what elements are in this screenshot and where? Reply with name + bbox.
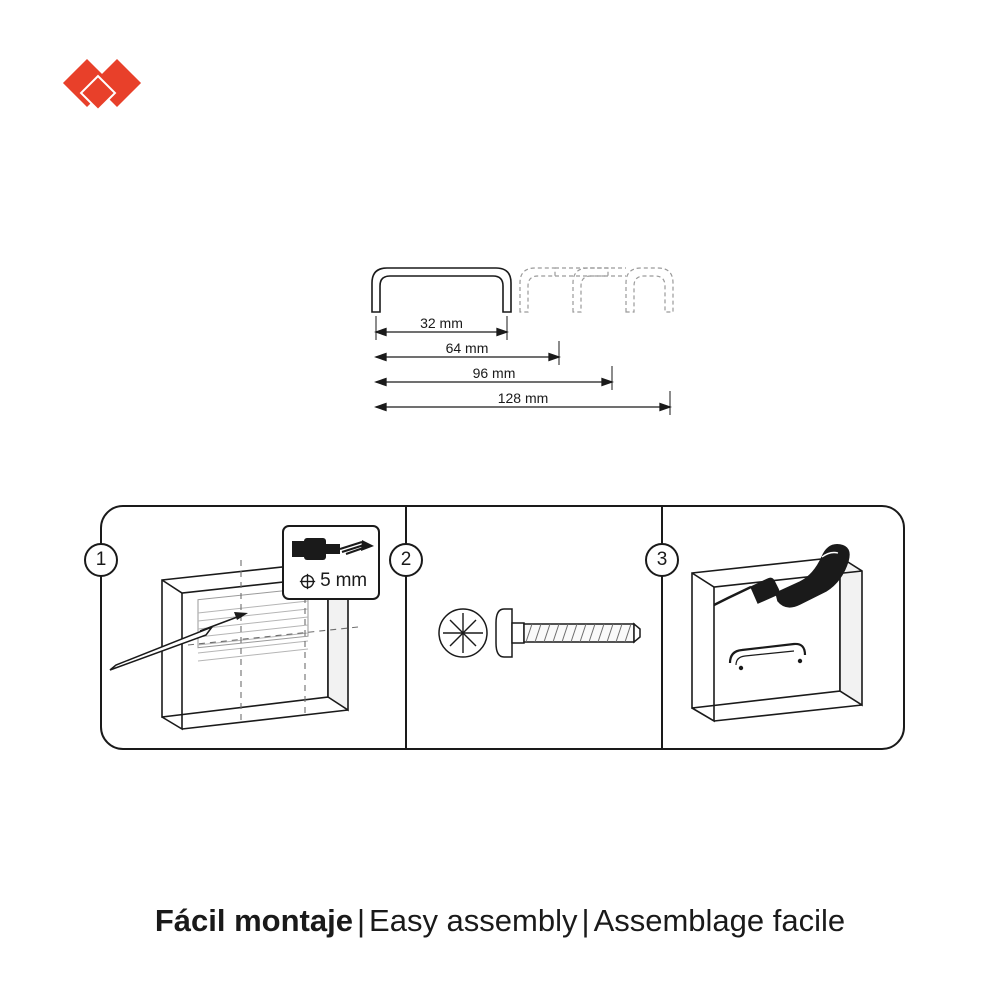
dimension-label-32: 32 mm	[420, 315, 463, 331]
dimension-diagram	[340, 250, 720, 430]
tagline-es: Fácil montaje	[154, 903, 353, 938]
step-number-1: 1	[84, 543, 118, 577]
step3-illustration	[692, 545, 862, 721]
drill-size-label: 5 mm	[320, 570, 367, 591]
drill-bit-icon	[290, 534, 376, 564]
handle-extension-dashed	[520, 268, 673, 312]
dimension-label-64: 64 mm	[445, 340, 489, 356]
tagline-fr: Assemblage facile	[593, 903, 846, 938]
handle-outline	[372, 268, 511, 312]
drill-bit-callout	[282, 525, 380, 600]
brand-logo	[52, 48, 172, 118]
drill-size-row	[284, 567, 382, 595]
tagline-en: Easy assembly	[369, 903, 578, 938]
diamond-logo-icon	[52, 48, 172, 118]
diameter-symbol-icon	[299, 573, 316, 590]
dimension-label-96: 96 mm	[472, 365, 516, 381]
step-number-3: 3	[645, 543, 679, 577]
step2-illustration	[439, 609, 640, 657]
footer-tagline	[0, 905, 1000, 936]
assembly-steps-panel	[95, 505, 905, 750]
tagline-separator-1: |	[356, 903, 366, 938]
tagline-separator-2: |	[581, 903, 590, 938]
dimension-label-128: 128 mm	[497, 390, 549, 406]
step-number-2: 2	[389, 543, 423, 577]
